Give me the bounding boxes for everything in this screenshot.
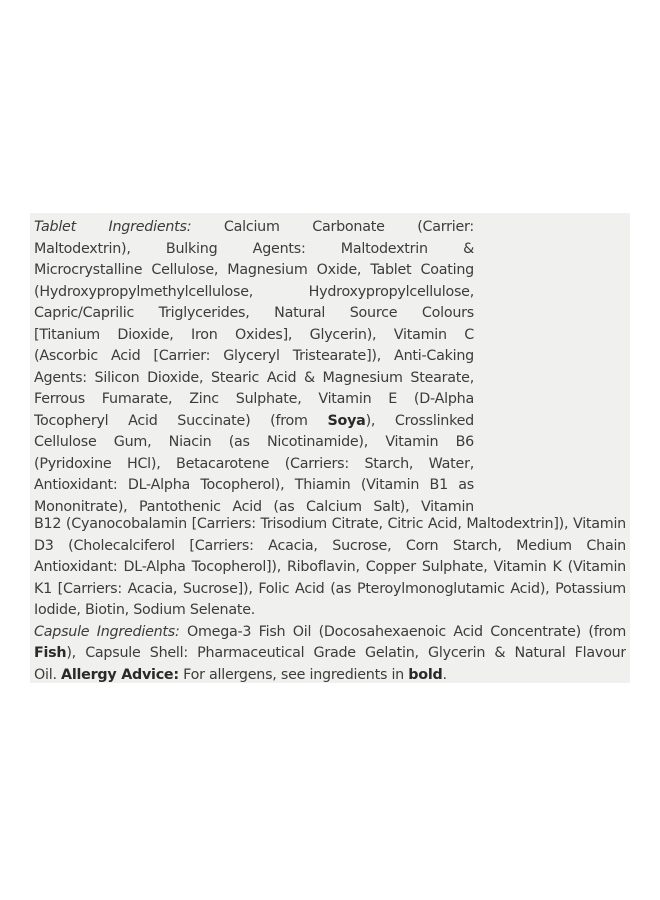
tablet-line: Agents: Silicon Dioxide, Stearic Acid & Magnesium Stearate, bbox=[34, 369, 474, 386]
tablet-line: Mononitrate), Pantothenic Acid (as Calcium Salt), Vitamin bbox=[34, 498, 474, 515]
capsule-text-2: ), Capsule Shell: Pharmaceutical Grade Gelatin, Glycerin & Natural Flavour bbox=[66, 645, 626, 661]
wide-ingredients-block bbox=[34, 514, 626, 683]
wide-line: Antioxidant: DL-Alpha Tocopherol]), Riboflavin, Copper Sulphate, Vitamin K (Vitamin bbox=[34, 559, 626, 575]
tablet-ingredients-block bbox=[34, 217, 474, 518]
allergy-line bbox=[34, 665, 626, 684]
allergy-advice-heading: Allergy Advice: bbox=[61, 666, 179, 683]
tablet-line: (Hydroxypropylmethylcellulose, Hydroxypropylcellulose, bbox=[34, 283, 474, 300]
tablet-line bbox=[34, 217, 474, 239]
wide-line: Iodide, Biotin, Sodium Selenate. bbox=[34, 602, 256, 618]
tablet-line: Antioxidant: DL-Alpha Tocopherol), Thiamin (Vitamin B1 as bbox=[34, 477, 474, 493]
soya-prefix: Tocopheryl Acid Succinate) (from bbox=[34, 412, 328, 429]
allergen-fish: Fish bbox=[34, 645, 67, 661]
allergy-text: For allergens, see ingredients in bbox=[178, 666, 409, 683]
allergen-soya: Soya bbox=[327, 412, 366, 429]
tablet-ingredients-heading: Tablet Ingredients: bbox=[34, 219, 192, 235]
wide-line: D3 (Cholecalciferol [Carriers: Acacia, Sucrose, Corn Starch, Medium Chain bbox=[34, 537, 626, 554]
capsule-line-fish bbox=[34, 643, 626, 665]
tablet-line: Ferrous Fumarate, Zinc Sulphate, Vitamin E (D-Alpha bbox=[34, 391, 474, 407]
capsule-text: Omega-3 Fish Oil (Docosahexaenoic Acid Concentrate) (from bbox=[179, 623, 626, 640]
tablet-line: Cellulose Gum, Niacin (as Nicotinamide), Vitamin B6 bbox=[34, 434, 474, 450]
tablet-line: Capric/Caprilic Triglycerides, Natural Source Colours bbox=[34, 305, 474, 321]
oil-text: Oil. bbox=[34, 666, 62, 683]
allergy-bold-word: bold bbox=[408, 666, 443, 683]
capsule-ingredients-heading: Capsule Ingredients: bbox=[34, 623, 180, 640]
tablet-line: Maltodextrin), Bulking Agents: Maltodextrin & bbox=[34, 240, 474, 257]
ingredients-label-panel bbox=[30, 213, 630, 683]
capsule-line bbox=[34, 622, 626, 644]
tablet-line: (Pyridoxine HCl), Betacarotene (Carriers: Starch, Water, bbox=[34, 455, 474, 472]
wide-line: K1 [Carriers: Acacia, Sucrose]), Folic Acid (as Pteroylmonoglutamic Acid), Potassium bbox=[34, 580, 626, 597]
allergy-end: . bbox=[442, 666, 447, 683]
tablet-line: (Ascorbic Acid [Carrier: Glyceryl Tristearate]), Anti-Caking bbox=[34, 348, 474, 364]
soya-suffix: ), Crosslinked bbox=[365, 412, 474, 429]
tablet-text: Calcium Carbonate (Carrier: bbox=[191, 219, 474, 235]
tablet-line: Microcrystalline Cellulose, Magnesium Oxide, Tablet Coating bbox=[34, 262, 474, 278]
tablet-line: [Titanium Dioxide, Iron Oxides], Glycerin), Vitamin C bbox=[34, 326, 474, 343]
tablet-line-soya bbox=[34, 411, 474, 433]
wide-line: B12 (Cyanocobalamin [Carriers: Trisodium Citrate, Citric Acid, Maltodextrin]), Vitamin bbox=[34, 516, 626, 532]
